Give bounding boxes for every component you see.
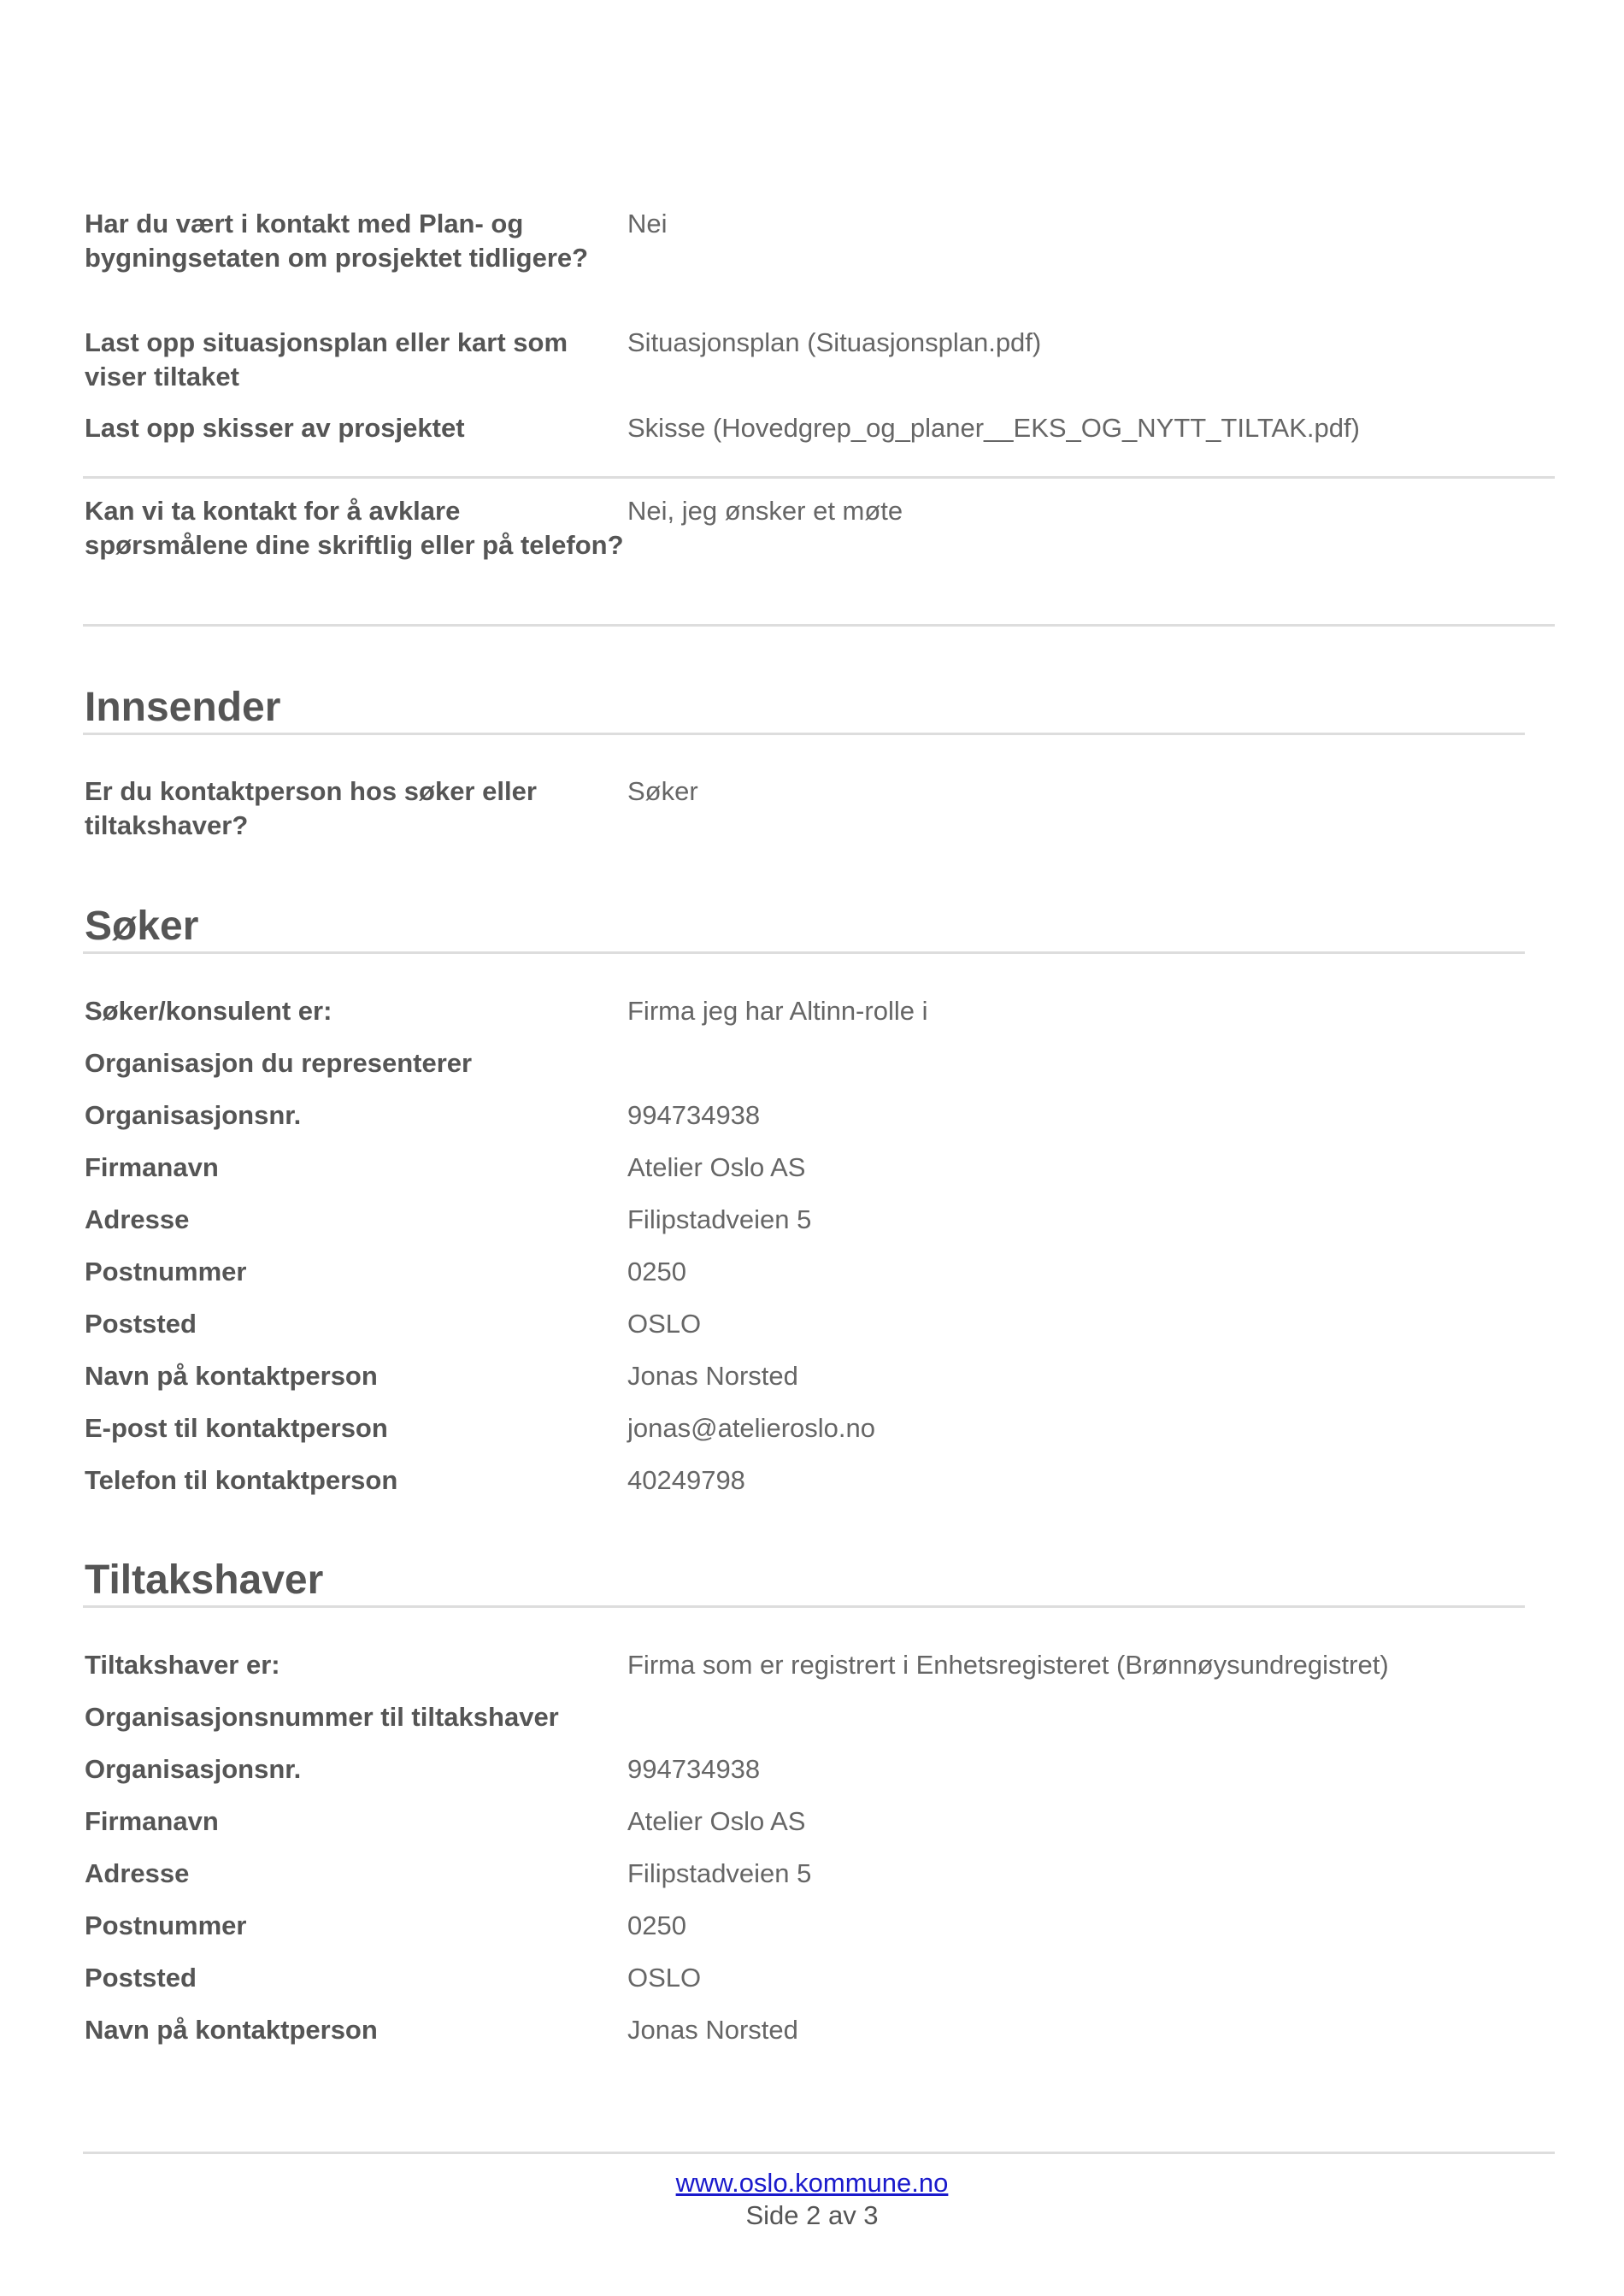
contact-row xyxy=(85,494,1555,562)
field-value: Situasjonsplan (Situasjonsplan.pdf) xyxy=(627,327,1042,357)
field-value: Filipstadveien 5 xyxy=(627,1858,812,1888)
section-title-tiltakshaver: Tiltakshaver xyxy=(85,1557,324,1603)
field-row xyxy=(85,1046,1555,1098)
field-value: Nei xyxy=(627,209,668,238)
top-rows xyxy=(85,207,1555,445)
field-row xyxy=(85,1151,1555,1203)
field-label: Postnummer xyxy=(85,1257,247,1286)
field-row xyxy=(85,1307,1555,1359)
field-label: Søker/konsulent er: xyxy=(85,996,332,1026)
field-label: Telefon til kontaktperson xyxy=(85,1465,398,1495)
field-value: Firma jeg har Altinn-rolle i xyxy=(627,996,928,1026)
soker-section xyxy=(85,994,1555,1516)
field-label: Firmanavn xyxy=(85,1152,219,1182)
field-label: Postnummer xyxy=(85,1910,247,1940)
field-value: 40249798 xyxy=(627,1465,745,1495)
field-label: E-post til kontaktperson xyxy=(85,1413,388,1443)
field-row xyxy=(85,2013,1555,2065)
field-label: Kan vi ta kontakt for å avklare spørsmålene dine skriftlig eller på telefon? xyxy=(85,496,624,560)
field-value: Atelier Oslo AS xyxy=(627,1806,806,1836)
field-row xyxy=(85,1752,1555,1804)
field-row xyxy=(85,1359,1555,1411)
field-row xyxy=(85,774,1555,843)
field-label: Organisasjon du representerer xyxy=(85,1048,473,1078)
field-label: Organisasjonsnummer til tiltakshaver xyxy=(85,1702,559,1732)
field-label: Er du kontaktperson hos søker eller tiltakshaver? xyxy=(85,776,537,840)
field-label: Navn på kontaktperson xyxy=(85,2015,378,2045)
field-row xyxy=(85,1098,1555,1151)
section-underline xyxy=(83,1605,1525,1608)
field-row xyxy=(85,1909,1555,1961)
field-row xyxy=(85,1857,1555,1909)
field-value: Jonas Norsted xyxy=(627,1361,798,1391)
field-value: 994734938 xyxy=(627,1100,761,1130)
field-row xyxy=(85,1411,1555,1463)
field-row xyxy=(85,494,1555,562)
field-value: Skisse (Hovedgrep_og_planer__EKS_OG_NYTT_TILTAK.pdf) xyxy=(627,413,1360,443)
field-label: Organisasjonsnr. xyxy=(85,1100,302,1130)
field-value: OSLO xyxy=(627,1963,702,1993)
innsender-section xyxy=(85,774,1555,843)
field-row xyxy=(85,207,1555,326)
section-underline xyxy=(83,951,1525,954)
field-label: Navn på kontaktperson xyxy=(85,1361,378,1391)
field-label: Last opp skisser av prosjektet xyxy=(85,413,465,443)
field-value: Søker xyxy=(627,776,698,806)
field-value: Firma som er registrert i Enhetsregisteret (Brønnøysundregistret) xyxy=(627,1650,1389,1680)
field-value: Nei, jeg ønsker et møte xyxy=(627,496,903,526)
field-row xyxy=(85,1700,1555,1752)
divider xyxy=(83,476,1555,479)
field-row xyxy=(85,1648,1555,1700)
divider xyxy=(83,624,1555,627)
tiltakshaver-section xyxy=(85,1648,1555,2065)
page-number: Side 2 av 3 xyxy=(745,2200,879,2230)
field-label: Poststed xyxy=(85,1309,197,1339)
field-value: OSLO xyxy=(627,1309,702,1339)
footer xyxy=(0,2167,1624,2232)
field-row xyxy=(85,1255,1555,1307)
website-link[interactable]: www.oslo.kommune.no xyxy=(675,2168,949,2198)
section-underline xyxy=(83,733,1525,735)
field-value: jonas@atelieroslo.no xyxy=(627,1413,875,1443)
field-value: Filipstadveien 5 xyxy=(627,1204,812,1234)
field-label: Har du vært i kontakt med Plan- og bygningsetaten om prosjektet tidligere? xyxy=(85,209,589,273)
field-value: 0250 xyxy=(627,1910,686,1940)
footer-divider xyxy=(83,2152,1555,2154)
field-label: Last opp situasjonsplan eller kart som viser tiltaket xyxy=(85,327,568,391)
field-value: 0250 xyxy=(627,1257,686,1286)
field-label: Adresse xyxy=(85,1858,190,1888)
field-label: Firmanavn xyxy=(85,1806,219,1836)
field-row xyxy=(85,1961,1555,2013)
field-row xyxy=(85,1804,1555,1857)
field-value: Atelier Oslo AS xyxy=(627,1152,806,1182)
field-value: 994734938 xyxy=(627,1754,761,1784)
field-label: Organisasjonsnr. xyxy=(85,1754,302,1784)
field-label: Adresse xyxy=(85,1204,190,1234)
section-title-innsender: Innsender xyxy=(85,685,281,730)
field-row xyxy=(85,1203,1555,1255)
section-title-soker: Søker xyxy=(85,904,199,949)
field-row xyxy=(85,1463,1555,1516)
field-row xyxy=(85,994,1555,1046)
field-row xyxy=(85,326,1555,411)
field-label: Poststed xyxy=(85,1963,197,1993)
field-row xyxy=(85,411,1555,445)
field-value: Jonas Norsted xyxy=(627,2015,798,2045)
field-label: Tiltakshaver er: xyxy=(85,1650,280,1680)
